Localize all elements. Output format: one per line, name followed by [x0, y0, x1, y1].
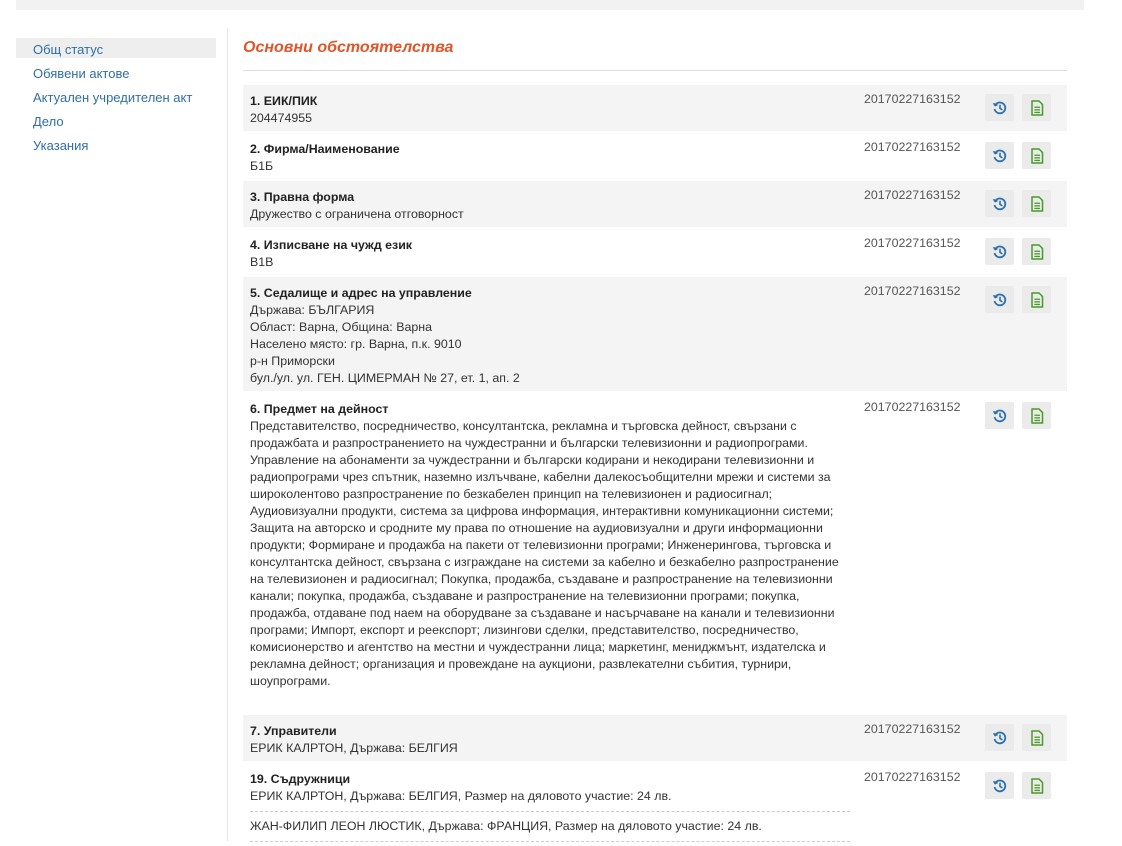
document-button[interactable] [1022, 724, 1051, 751]
circumstance-row [243, 133, 1067, 179]
row-value: B1B [250, 255, 274, 269]
history-button[interactable] [985, 772, 1014, 799]
entry-divider [250, 841, 850, 846]
row-value: 204474955 [250, 111, 313, 125]
sidebar-nav [16, 38, 216, 158]
history-button[interactable] [985, 94, 1014, 121]
sidebar-item-general-status[interactable]: Общ статус [16, 38, 216, 58]
row-value: бул./ул. ул. ГЕН. ЦИМЕРМАН № 27, ет. 1, ап. 2 [250, 371, 520, 385]
row-date: 20170227163152 [864, 770, 961, 784]
history-icon [992, 148, 1008, 164]
history-button[interactable] [985, 724, 1014, 751]
history-button[interactable] [985, 142, 1014, 169]
row-title: 1. ЕИК/ПИК [250, 94, 318, 108]
document-button[interactable] [1022, 238, 1051, 265]
row-date: 20170227163152 [864, 284, 961, 298]
document-button[interactable] [1022, 772, 1051, 799]
row-date: 20170227163152 [864, 722, 961, 736]
row-title: 6. Предмет на дейност [250, 402, 389, 416]
row-date: 20170227163152 [864, 236, 961, 250]
history-icon [992, 100, 1008, 116]
main-content [243, 28, 1067, 845]
document-icon [1030, 244, 1044, 260]
history-icon [992, 408, 1008, 424]
document-icon [1030, 196, 1044, 212]
sidebar-item-case[interactable]: Дело [33, 114, 64, 129]
circumstance-row [243, 715, 1067, 761]
row-value: Област: Варна, Община: Варна [250, 320, 432, 334]
row-date: 20170227163152 [864, 188, 961, 202]
partner-entry: ЖАН-ФИЛИП ЛЕОН ЛЮСТИК, Държава: ФРАНЦИЯ, Размер на дяловото участие: 24 лв. [250, 811, 850, 835]
row-title: 3. Правна форма [250, 190, 355, 204]
document-icon [1030, 730, 1044, 746]
history-icon [992, 730, 1008, 746]
sidebar-item-announced-acts[interactable]: Обявени актове [33, 66, 130, 81]
row-date: 20170227163152 [864, 140, 961, 154]
history-icon [992, 778, 1008, 794]
sidebar-item-current-founding-act[interactable]: Актуален учредителен акт [33, 90, 193, 105]
history-button[interactable] [985, 286, 1014, 313]
row-value: ЕРИК КАЛРТОН, Държава: БЕЛГИЯ, Размер на дяловото участие: 24 лв. [250, 789, 672, 803]
history-button[interactable] [985, 402, 1014, 429]
row-title: 5. Седалище и адрес на управление [250, 286, 472, 300]
row-title: 2. Фирма/Наименование [250, 142, 400, 156]
row-title: 4. Изписване на чужд език [250, 238, 413, 252]
row-value: Б1Б [250, 159, 274, 173]
history-icon [992, 244, 1008, 260]
circumstance-row [243, 85, 1067, 131]
row-value: ЕРИК КАЛРТОН, Държава: БЕЛГИЯ [250, 741, 458, 755]
row-title: 7. Управители [250, 724, 337, 738]
page-title: Основни обстоятелства [243, 39, 454, 56]
document-button[interactable] [1022, 286, 1051, 313]
circumstance-row [243, 229, 1067, 275]
circumstance-row [243, 181, 1067, 227]
document-icon [1030, 778, 1044, 794]
document-button[interactable] [1022, 142, 1051, 169]
row-value: Населено място: гр. Варна, п.к. 9010 [250, 337, 462, 351]
top-bar [16, 0, 1084, 10]
row-date: 20170227163152 [864, 92, 961, 106]
row-value: Държава: БЪЛГАРИЯ [250, 303, 375, 317]
row-date: 20170227163152 [864, 400, 961, 414]
document-icon [1030, 100, 1044, 116]
document-icon [1030, 408, 1044, 424]
row-value: Представителство, посредничество, консултантска, рекламна и търговска дейност, свързани с продажбата и разпространението на чуждестранни и български телевизионни и радиопрограми. Управление на абонаменти за чуждестранни и български кодирани и некодирани телевизионни и радиопрограми чрез спътник, наземно излъчване, кабелни далекосъобщителни мрежи и системи за широколентово разпространение по безкабелен принцип на телевизионен и радиосигнал; Аудиовизуални продукти, система за цифрова информация, интерактивни комуникационни системи; Защита на авторско и сродните му права по отношение на аудиовизуални и други информационни продукти; Формиране и продажба на пакети от телевизионни програми; Инженерингова, търговска и консултантска дейност, свързана с изграждане на системи за кабелно и безкабелно разпространение на телевизионен и радиосигнал; Покупка, продажба, създаване и разпространение на телевизионни канали; покупка, продажба, създаване и разпространение на телевизионни програми; покупка, продажба, отдаване под наем на оборудване за създаване и насърчаване на канали и телевизионни програми; Импорт, експорт и реекспорт; лизингови сделки, представителство, посредничество, комисионерство и агентство на местни и чуждестранни лица; маркетинг, мениджмънт, издателска и рекламна дейност; организация и провеждане на аукциони, развлекателни събития, турнири, шоупрограми. [250, 419, 839, 688]
document-button[interactable] [1022, 402, 1051, 429]
circumstance-row [243, 763, 1067, 843]
row-value: Дружество с ограничена отговорност [250, 207, 464, 221]
history-button[interactable] [985, 238, 1014, 265]
row-title: 19. Съдружници [250, 772, 351, 786]
document-button[interactable] [1022, 190, 1051, 217]
history-icon [992, 292, 1008, 308]
circumstance-row [243, 277, 1067, 391]
document-icon [1030, 148, 1044, 164]
circumstance-row [243, 393, 1067, 713]
document-icon [1030, 292, 1044, 308]
sidebar-divider [227, 28, 228, 841]
sidebar-item-instructions[interactable]: Указания [33, 138, 89, 153]
history-icon [992, 196, 1008, 212]
title-divider [243, 70, 1067, 71]
row-value: р-н Приморски [250, 354, 335, 368]
history-button[interactable] [985, 190, 1014, 217]
document-button[interactable] [1022, 94, 1051, 121]
